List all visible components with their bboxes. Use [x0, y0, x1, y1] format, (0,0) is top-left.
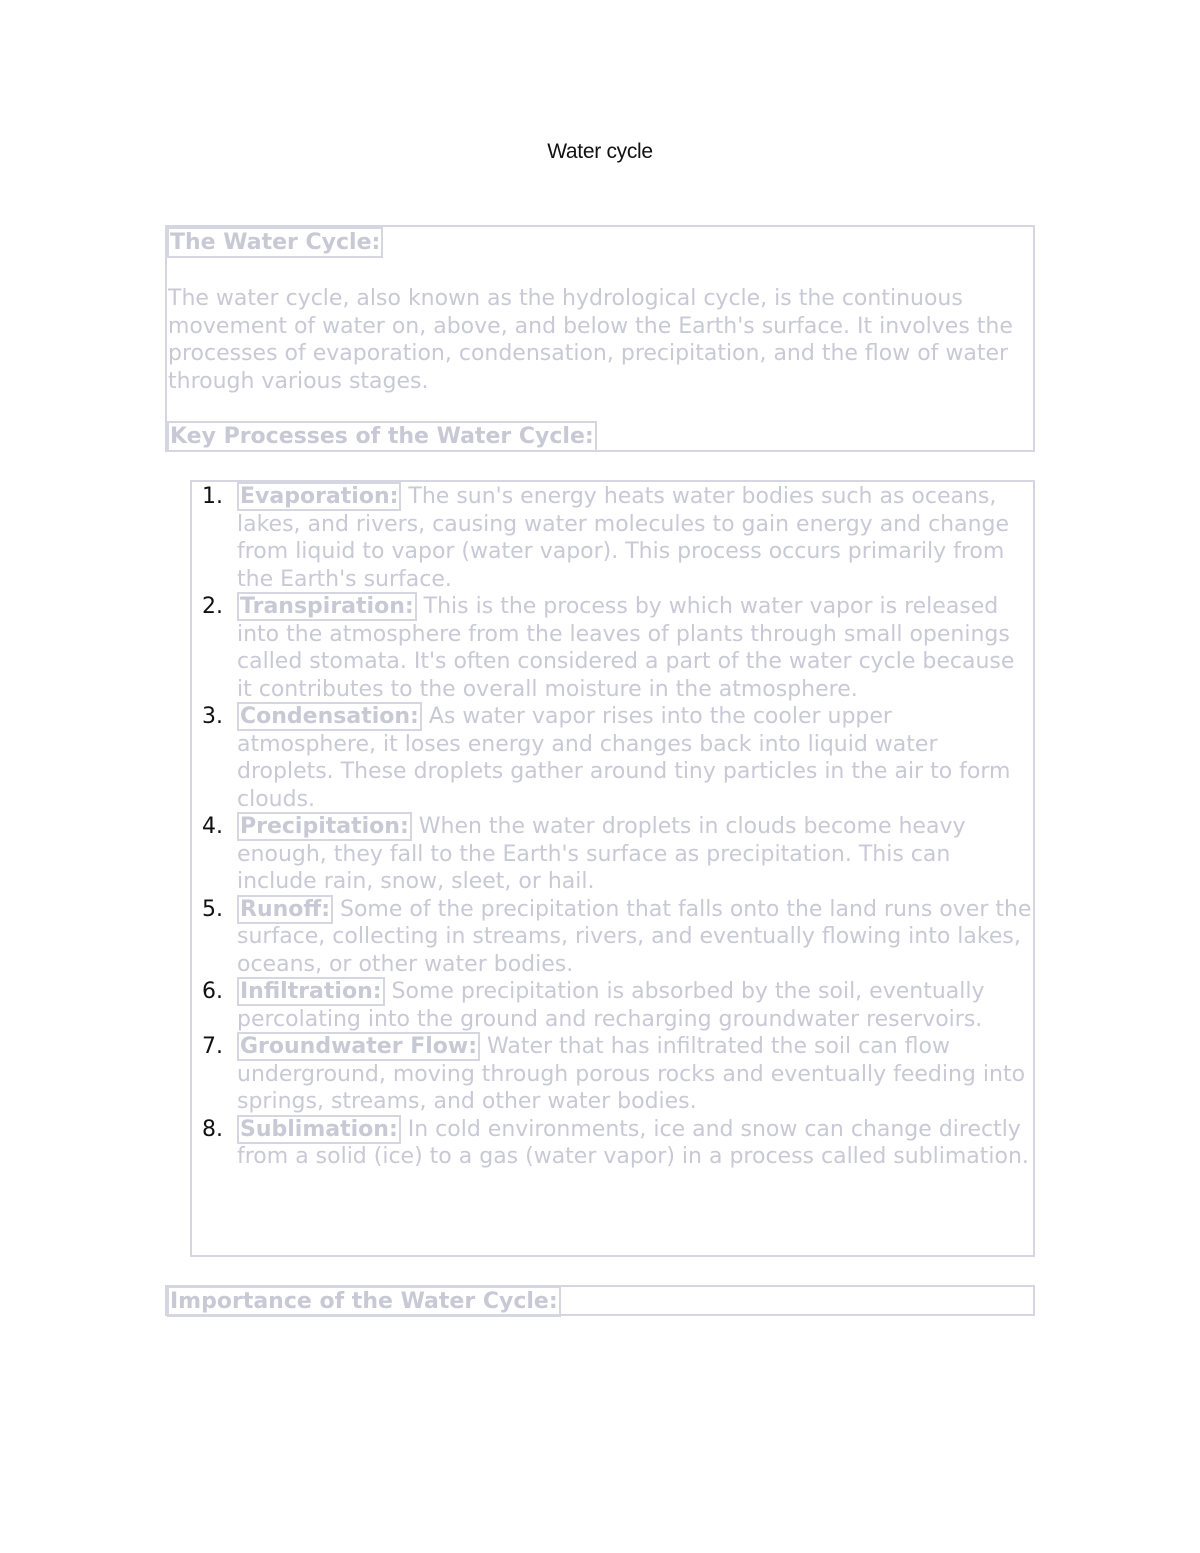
process-description: The sun's energy heats water bodies such as oceans, lakes, and rivers, causing water molecules to gain energy and change from liquid to vapor (water vapor). This process occurs primarily from the Earth's surface. [237, 484, 1010, 592]
processes-section [190, 480, 1035, 1257]
process-term: Evaporation: [237, 482, 401, 511]
key-processes-heading: Key Processes of the Water Cycle: [167, 421, 597, 452]
list-number: 5. [202, 896, 223, 922]
list-item [192, 703, 1034, 813]
list-item [192, 483, 1034, 593]
process-term: Infiltration: [237, 977, 385, 1006]
intro-heading: The Water Cycle: [167, 227, 383, 258]
process-description: This is the process by which water vapor is released into the atmosphere from the leaves of plants through small openings called stomata. It's often considered a part of the water cycle because it contributes to the overall moisture in the atmosphere. [237, 594, 1015, 702]
list-item [192, 896, 1034, 979]
list-number: 7. [202, 1034, 223, 1059]
process-description: When the water droplets in clouds become heavy enough, they fall to the Earth's surface as precipitation. This can include rain, snow, sleet, or hail. [237, 814, 966, 894]
list-item [192, 1033, 1034, 1116]
list-number: 6. [202, 979, 223, 1004]
list-item [192, 593, 1034, 703]
list-number: 4. [202, 814, 223, 839]
process-description: Water that has infiltrated the soil can flow underground, moving through porous rocks and eventually feeding into springs, streams, and other water bodies. [237, 1034, 1026, 1114]
intro-section [165, 225, 1035, 452]
process-description: In cold environments, ice and snow can change directly from a solid (ice) to a gas (water vapor) in a process called sublimation. [237, 1116, 1029, 1169]
list-number: 1. [202, 484, 223, 509]
list-item [192, 813, 1034, 896]
processes-list [192, 483, 1034, 1171]
process-description: Some of the precipitation that falls onto the land runs over the surface, collecting in streams, rivers, and eventually flowing into lakes, oceans, or other water bodies. [237, 896, 1032, 977]
process-term: Sublimation: [237, 1115, 401, 1144]
process-description: As water vapor rises into the cooler upper atmosphere, it loses energy and changes back into liquid water droplets. These droplets gather around tiny particles in the air to form clouds. [237, 704, 1011, 812]
list-number: 8. [202, 1116, 223, 1142]
process-term: Condensation: [237, 702, 422, 731]
intro-paragraph: The water cycle, also known as the hydrological cycle, is the continuous movement of water on, above, and below the Earth's surface. It involves the processes of evaporation, condensation, precipitation, and the flow of water through various stages. [168, 286, 1013, 394]
process-term: Runoff: [237, 895, 333, 924]
list-item [192, 978, 1034, 1033]
process-description: Some precipitation is absorbed by the soil, eventually percolating into the ground and recharging groundwater reservoirs. [237, 979, 985, 1032]
process-term: Transpiration: [237, 592, 417, 621]
importance-section [165, 1285, 1035, 1316]
importance-heading: Importance of the Water Cycle: [167, 1286, 561, 1317]
process-term: Groundwater Flow: [237, 1032, 480, 1061]
list-item [192, 1116, 1034, 1171]
process-term: Precipitation: [237, 812, 412, 841]
list-number: 3. [202, 704, 223, 729]
page-title: Water cycle [547, 140, 653, 163]
list-number: 2. [202, 594, 223, 619]
